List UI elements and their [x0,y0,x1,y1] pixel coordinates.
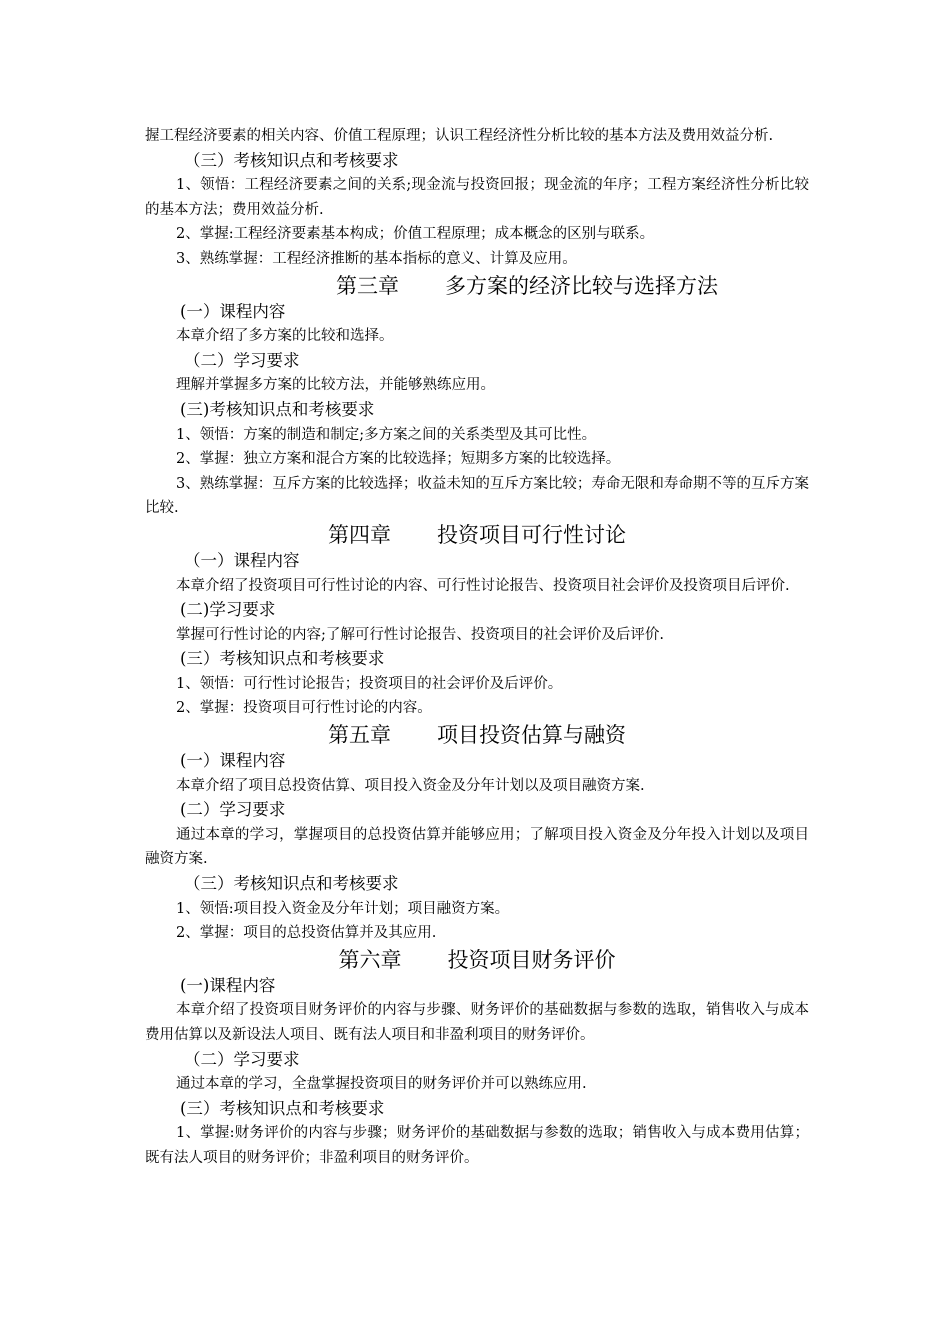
section-heading: （一）课程内容 [184,550,300,570]
paragraph: 握工程经济要素的相关内容、价值工程原理；认识工程经济性分析比较的基本方法及费用效益分析. [145,128,774,144]
paragraph: 3、熟练掌握：互斥方案的比较选择；收益未知的互斥方案比较；寿命无限和寿命期不等的互斥方案比较. [145,475,809,517]
chapter-heading [145,721,809,749]
section-heading: （三）考核知识点和考核要求 [184,874,399,894]
section-heading: （二）学习要求 [184,1049,300,1069]
chapter-heading [145,946,809,974]
chapter-title: 项目投资估算与融资 [437,723,626,748]
section-heading: (三)考核知识点和考核要求 [180,399,375,419]
chapter-number: 第五章 [328,723,391,748]
paragraph: 1、领悟：可行性讨论报告；投资项目的社会评价及后评价。 [176,675,563,692]
paragraph: 本章介绍了多方案的比较和选择。 [176,328,394,345]
chapter-number: 第三章 [336,273,399,298]
paragraph: 理解并掌握多方案的比较方法，并能够熟练应用。 [176,377,495,394]
paragraph: 2、掌握：独立方案和混合方案的比较选择；短期多方案的比较选择。 [176,451,621,468]
section-heading: （二）学习要求 [184,350,300,370]
section-heading: (一）课程内容 [180,751,286,771]
paragraph: 本章介绍了投资项目可行性讨论的内容、可行性讨论报告、投资项目社会评价及投资项目后评价. [176,577,790,594]
chapter-title: 多方案的经济比较与选择方法 [445,273,718,298]
chapter-heading [145,521,809,549]
section-heading: (一）课程内容 [180,301,286,321]
chapter-number: 第四章 [328,522,391,547]
chapter-heading [145,272,809,300]
paragraph: 2、掌握：投资项目可行性讨论的内容。 [176,700,432,717]
chapter-title: 投资项目财务评价 [447,947,616,972]
paragraph: 2、掌握：项目的总投资估算并及其应用. [176,925,437,942]
section-heading: (三）考核知识点和考核要求 [180,649,385,669]
chapter-title: 投资项目可行性讨论 [437,522,626,547]
paragraph: 1、领悟:项目投入资金及分年计划；项目融资方案。 [176,900,510,917]
section-heading: (一)课程内容 [180,975,276,995]
section-heading: (二)学习要求 [180,600,276,620]
document-body [145,124,809,1171]
paragraph: 2、掌握:工程经济要素基本构成；价值工程原理；成本概念的区别与联系。 [176,226,655,243]
paragraph: 1、领悟：方案的制造和制定;多方案之间的关系类型及其可比性。 [176,426,597,443]
paragraph: 通过本章的学习，掌握项目的总投资估算并能够应用；了解项目投入资金及分年投入计划以及项目融资方案. [145,826,809,868]
paragraph: 本章介绍了投资项目财务评价的内容与步骤、财务评价的基础数据与参数的选取，销售收入与成本费用估算以及新设法人项目、既有法人项目和非盈利项目的财务评价。 [145,1002,809,1043]
paragraph: 1、掌握:财务评价的内容与步骤；财务评价的基础数据与参数的选取；销售收入与成本费用估算；既有法人项目的财务评价；非盈利项目的财务评价。 [145,1125,809,1166]
paragraph: 1、领悟：工程经济要素之间的关系;现金流与投资回报；现金流的年序；工程方案经济性分析比较的基本方法；费用效益分析. [145,177,809,218]
paragraph: 本章介绍了项目总投资估算、项目投入资金及分年计划以及项目融资方案. [176,777,645,794]
paragraph: 3、熟练掌握：工程经济推断的基本指标的意义、计算及应用。 [176,250,577,267]
section-heading: （三）考核知识点和考核要求 [184,150,399,170]
chapter-number: 第六章 [338,947,402,972]
section-heading: (二）学习要求 [180,800,286,820]
paragraph: 通过本章的学习，全盘掌握投资项目的财务评价并可以熟练应用. [176,1076,587,1093]
paragraph: 掌握可行性讨论的内容;了解可行性讨论报告、投资项目的社会评价及后评价. [176,626,664,643]
section-heading: (三）考核知识点和考核要求 [180,1098,385,1118]
